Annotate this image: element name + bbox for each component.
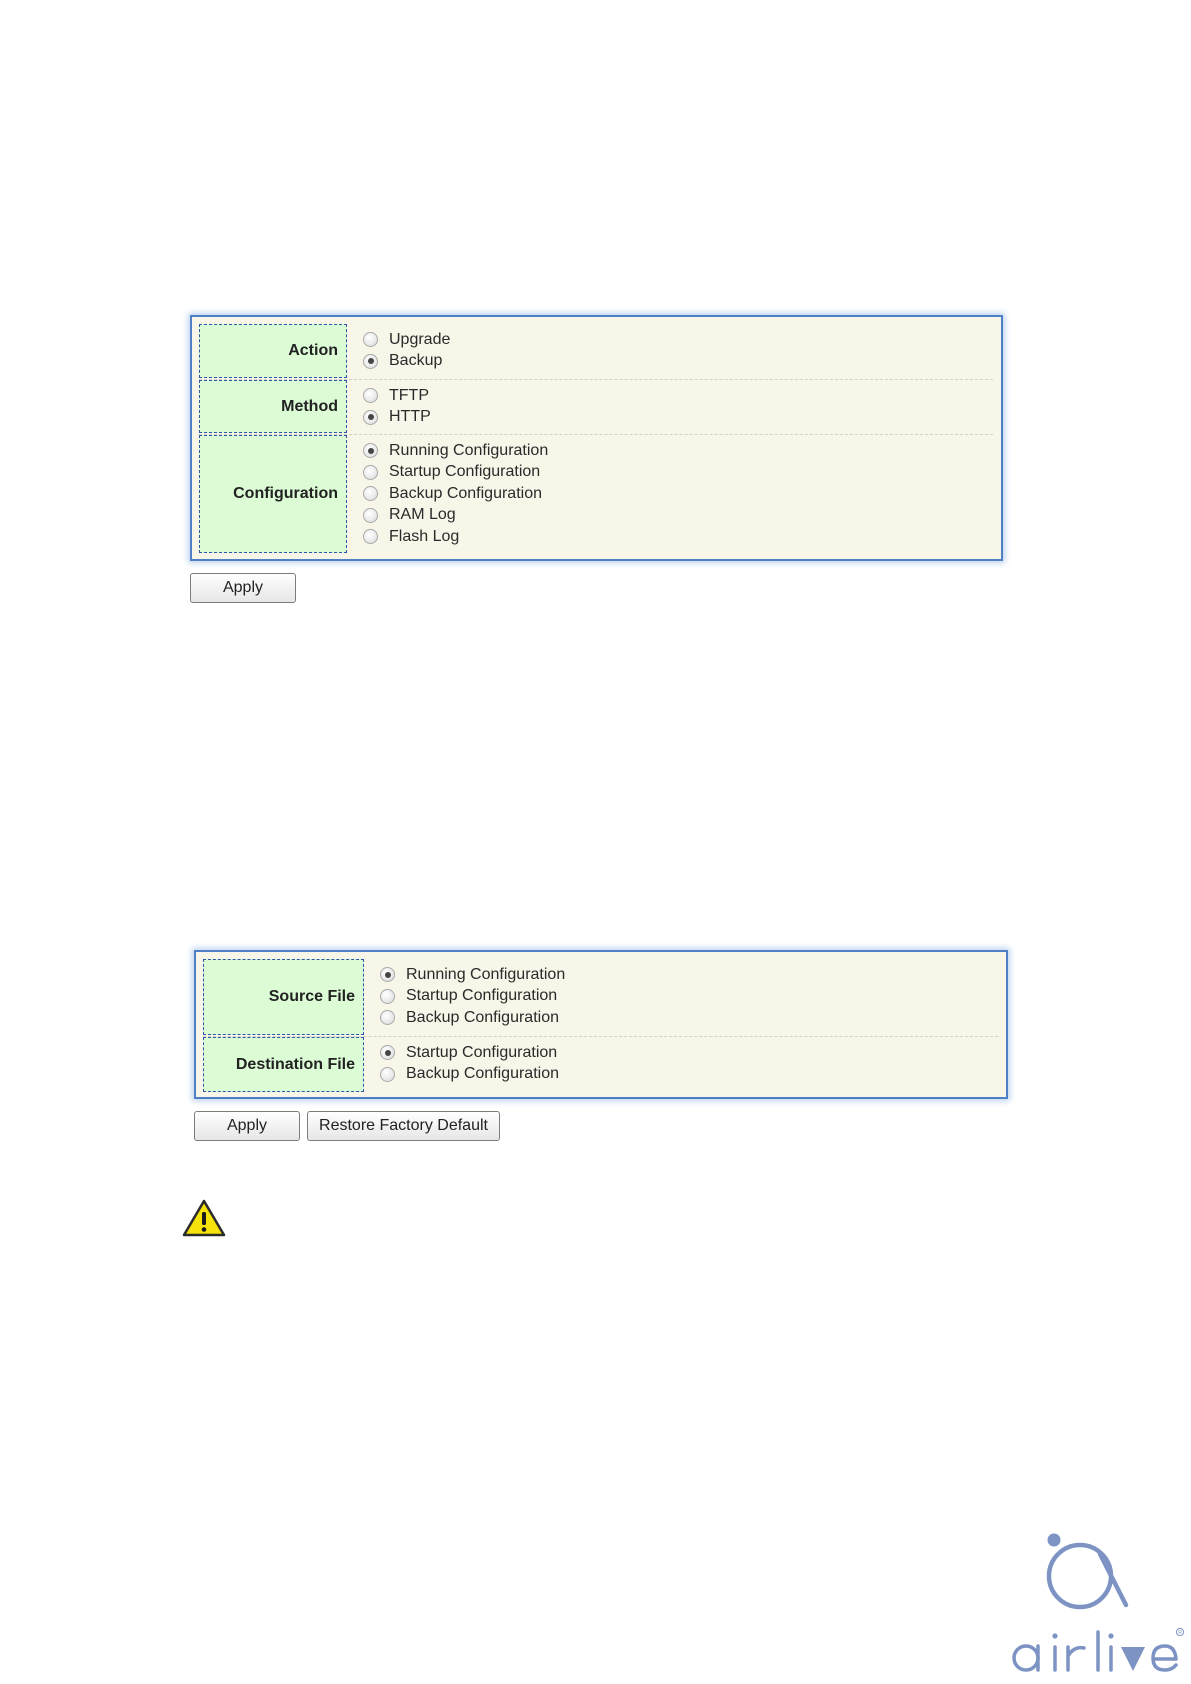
radio-unchecked-icon[interactable]: [380, 1010, 395, 1025]
radio-unchecked-icon[interactable]: [363, 332, 378, 347]
option-label: Backup Configuration: [389, 484, 542, 502]
option-label: Flash Log: [389, 527, 460, 545]
configuration-row: [199, 435, 993, 554]
method-tftp-option[interactable]: [363, 385, 431, 407]
source-file-options: [364, 959, 565, 1036]
config-ram-log-option[interactable]: [363, 505, 548, 527]
destination-file-row: [203, 1037, 998, 1093]
radio-checked-icon[interactable]: [380, 1045, 395, 1060]
option-label: Backup: [389, 352, 443, 370]
action-backup-option[interactable]: [363, 351, 450, 373]
option-label: Startup Configuration: [406, 1043, 558, 1061]
restore-factory-default-button[interactable]: Restore Factory Default: [307, 1111, 500, 1141]
radio-unchecked-icon[interactable]: [363, 508, 378, 523]
radio-unchecked-icon[interactable]: [380, 989, 395, 1004]
option-label: Startup Configuration: [389, 463, 541, 481]
radio-unchecked-icon[interactable]: [363, 529, 378, 544]
source-file-row: [203, 959, 998, 1037]
radio-unchecked-icon[interactable]: [363, 486, 378, 501]
option-label: RAM Log: [389, 506, 456, 524]
svg-text:R: R: [1178, 1630, 1182, 1636]
config-backup-option[interactable]: [363, 483, 548, 505]
source-running-option[interactable]: [380, 964, 565, 986]
backup-settings-panel: [190, 315, 1003, 561]
config-startup-option[interactable]: [363, 462, 548, 484]
destination-file-label: Destination File: [203, 1037, 364, 1092]
radio-checked-icon[interactable]: [363, 410, 378, 425]
radio-unchecked-icon[interactable]: [363, 465, 378, 480]
warning-icon: [182, 1198, 226, 1238]
airlive-logo: [1000, 1528, 1185, 1678]
option-label: Backup Configuration: [406, 1008, 559, 1026]
configuration-options: [347, 435, 548, 554]
radio-checked-icon[interactable]: [363, 354, 378, 369]
copy-settings-panel: [194, 950, 1008, 1099]
source-backup-option[interactable]: [380, 1007, 565, 1029]
config-flash-log-option[interactable]: [363, 526, 548, 548]
apply-button[interactable]: Apply: [190, 573, 296, 603]
option-label: Running Configuration: [389, 441, 549, 459]
method-options: [347, 380, 431, 434]
dest-startup-option[interactable]: [380, 1042, 559, 1064]
source-startup-option[interactable]: [380, 986, 565, 1008]
option-label: Upgrade: [389, 330, 451, 348]
action-row: [199, 324, 993, 380]
method-label: Method: [199, 380, 347, 433]
action-options: [347, 324, 450, 379]
configuration-label: Configuration: [199, 435, 347, 553]
radio-checked-icon[interactable]: [363, 443, 378, 458]
option-label: HTTP: [389, 408, 431, 426]
option-label: Backup Configuration: [406, 1065, 559, 1083]
method-row: [199, 380, 993, 435]
radio-unchecked-icon[interactable]: [380, 1067, 395, 1082]
action-label: Action: [199, 324, 347, 378]
destination-file-options: [364, 1037, 559, 1093]
radio-unchecked-icon[interactable]: [363, 388, 378, 403]
option-label: Startup Configuration: [406, 987, 558, 1005]
radio-checked-icon[interactable]: [380, 967, 395, 982]
option-label: TFTP: [389, 386, 429, 404]
action-upgrade-option[interactable]: [363, 329, 450, 351]
config-running-option[interactable]: [363, 440, 548, 462]
source-file-label: Source File: [203, 959, 364, 1035]
apply-button[interactable]: Apply: [194, 1111, 300, 1141]
dest-backup-option[interactable]: [380, 1064, 559, 1086]
method-http-option[interactable]: [363, 407, 431, 429]
option-label: Running Configuration: [406, 965, 566, 983]
